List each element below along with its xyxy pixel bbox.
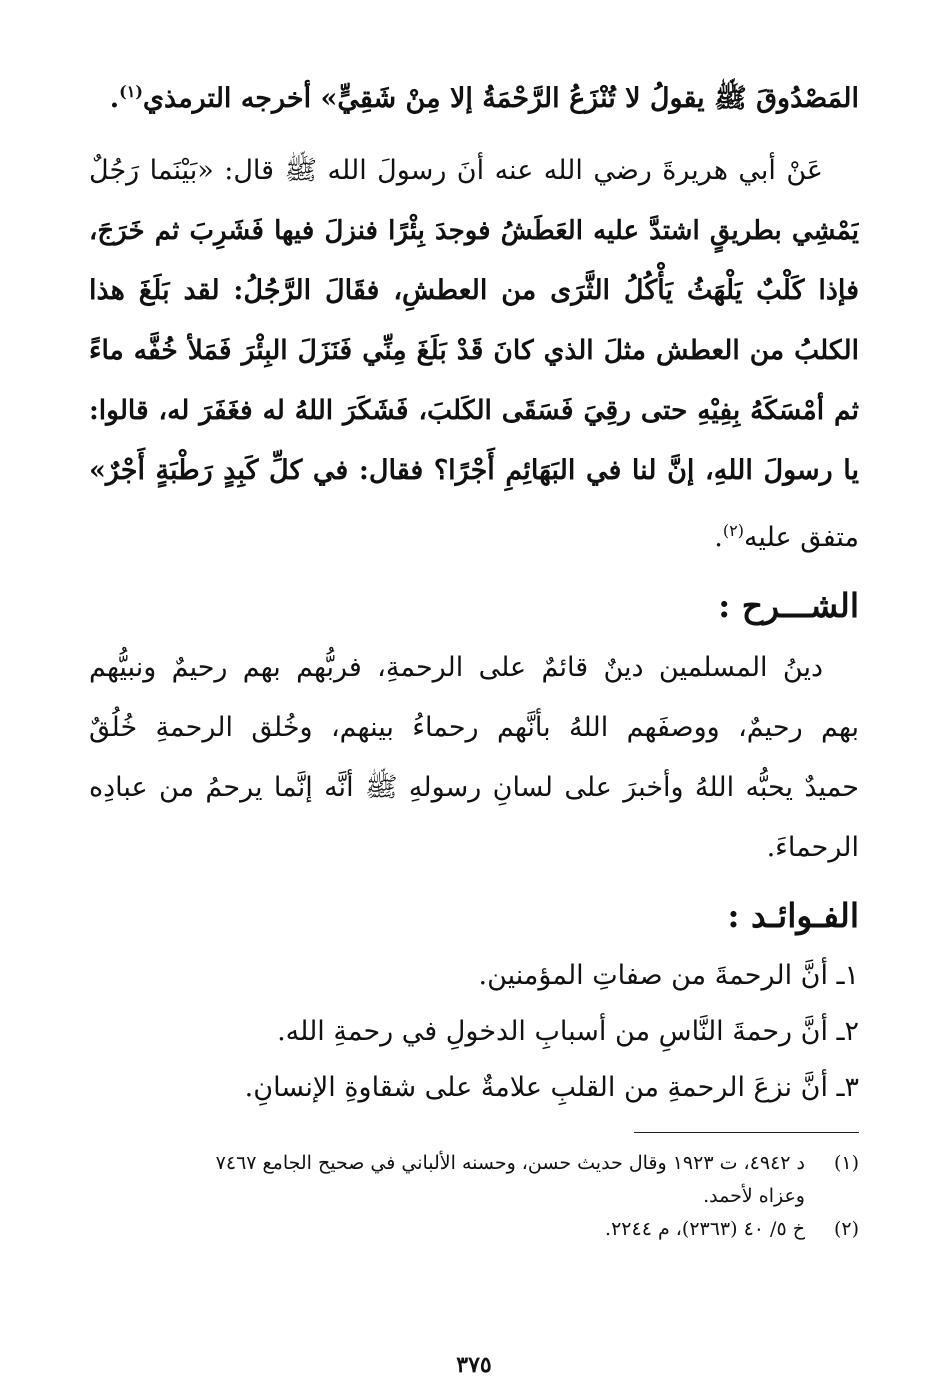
- footnotes: [89, 1147, 859, 1246]
- benefit-item: ٢ـ أنَّ رحمةَ النَّاسِ من أسبابِ الدخولِ في رحمةِ الله.: [277, 1016, 859, 1047]
- hadith-closing: [89, 501, 859, 568]
- sharh-paragraph: [89, 638, 859, 878]
- fawaid-list: [89, 948, 859, 1116]
- hadith-line: الكلبُ من العطش مثلَ الذي كانَ قَدْ بَلَغَ مِنِّي فَنَزَلَ البِئْرَ فَمَلأ خُفَّه ماءً: [89, 335, 859, 366]
- sharh-heading: الشـــرح :: [718, 586, 859, 625]
- hadith-line: يَمْشِي بطريقٍ اشتدَّ عليه العَطَشُ فوجدَ بِئْرًا فنزلَ فيها فَشَرِبَ ثم خَرَجَ،: [89, 216, 859, 246]
- document-page: [89, 62, 859, 1378]
- footnote-ref-2: (٢): [722, 521, 744, 540]
- intro-end: .: [109, 83, 120, 114]
- fawaid-heading: الفـوائـد :: [727, 896, 859, 935]
- hadith-closing-text: متفق عليه: [743, 522, 859, 553]
- hadith-line: يا رسولَ اللهِ، إنَّ لنا في البَهَائِمِ أَجْرًا؟ فقال: في كلِّ كَبِدٍ رَطْبَةٍ أَجْرٌ»: [89, 455, 859, 486]
- footnote-1-continuation: وعزاه لأحمد.: [703, 1185, 805, 1207]
- footnote-text: خ ٥/ ٤٠ (٢٣٦٣)، م ٢٢٤٤.: [605, 1218, 805, 1240]
- page-number: ٣٧٥: [456, 1352, 492, 1378]
- footnote-marker: (١): [833, 1152, 859, 1174]
- footnote-separator: [634, 1132, 859, 1133]
- benefit-item: ١ـ أنَّ الرحمةَ من صفاتِ المؤمنين.: [478, 960, 859, 991]
- footnote-1: [89, 1147, 859, 1180]
- sharh-line: بهم رحيمٌ، ووصفَهم اللهُ بأنَّهم رحماءُ بينهم، وخُلق الرحمةِ خُلُقٌ: [89, 712, 859, 743]
- hadith-paragraph: [89, 141, 859, 568]
- hadith-closing-end: .: [714, 522, 723, 553]
- footnote-text: د ٤٩٤٢، ت ١٩٢٣ وقال حديث حسن، وحسنه الألباني في صحيح الجامع ٧٤٦٧: [215, 1152, 805, 1174]
- benefit-item: ٣ـ أنَّ نزعَ الرحمةِ من القلبِ علامةٌ على شقاوةِ الإنسانِ.: [244, 1072, 859, 1103]
- sharh-line: الرحماءَ.: [766, 832, 859, 863]
- footnote-2: [89, 1213, 859, 1246]
- intro-line: [89, 62, 859, 129]
- footnote-marker: (٢): [833, 1218, 859, 1240]
- sharh-line: حميدٌ يحبُّه اللهُ وأخبرَ على لسانِ رسولهِ ﷺ أنَّه إنَّما يرحمُ من عبادِه: [89, 772, 859, 803]
- sharh-line: دينُ المسلمين دينٌ قائمٌ على الرحمةِ، فربُّهم بهم رحيمٌ ونبيُّهم: [89, 652, 823, 683]
- hadith-line: فإذا كَلْبٌ يَلْهَثُ يَأْكُلُ الثَّرَى من العطشِ، فقَالَ الرَّجُلُ: لقد بَلَغَ هذا: [89, 275, 859, 306]
- footnote-ref-1: (١): [119, 82, 143, 101]
- hadith-line: ثم أمْسَكَهُ بِفِيْهِ حتى رقِيَ فَسَقَى الكَلبَ، فَشَكَرَ اللهُ له فغَفَرَ له، قالوا:: [89, 395, 859, 426]
- intro-text: المَصْدُوقَ ﷺ يقولُ لا تُنْزَعُ الرَّحْمَةُ إلا مِنْ شَقِيٍّ» أخرجه الترمذي: [142, 83, 859, 114]
- hadith-line: عَنْ أبي هريرةَ رضي الله عنه أنَ رسولَ الله ﷺ قال: «بَيْنَما رَجُلٌ: [89, 155, 823, 186]
